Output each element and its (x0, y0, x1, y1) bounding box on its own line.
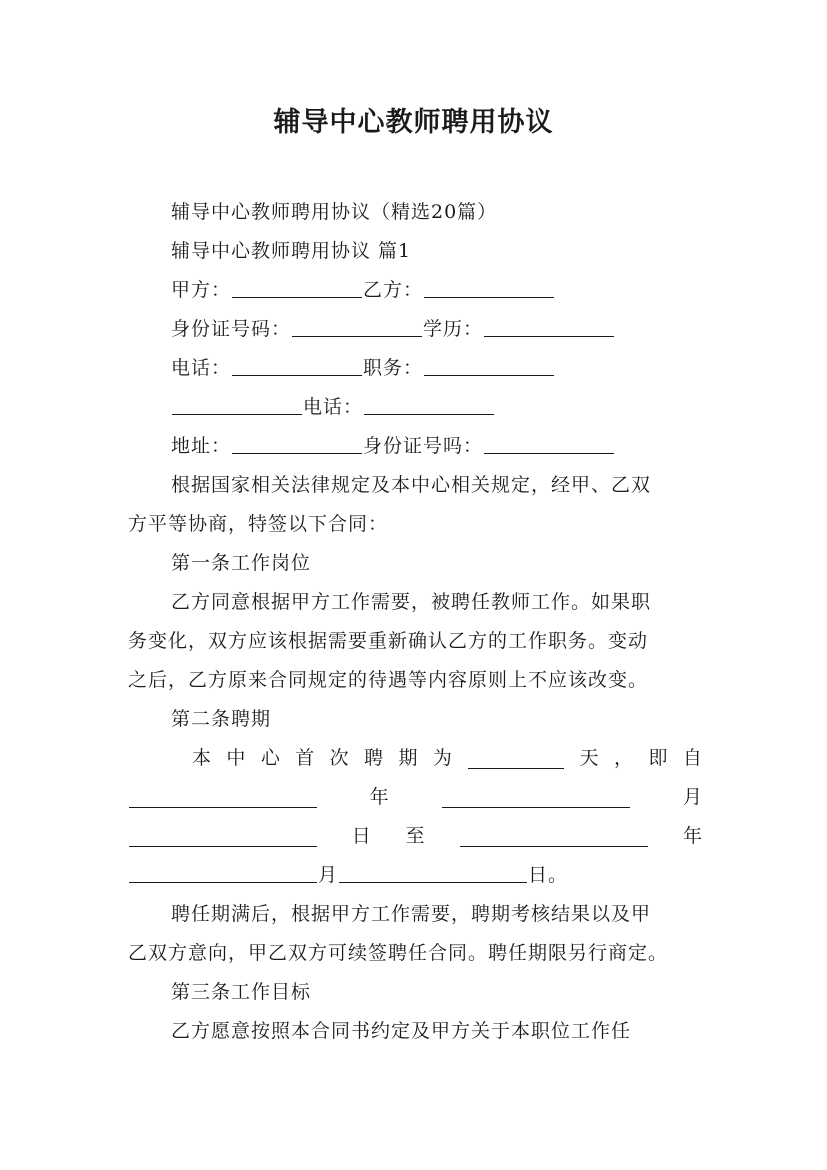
term-word: 首 (295, 747, 316, 769)
phone-blank (232, 355, 362, 376)
leading-blank (172, 394, 302, 415)
article-2-line-4 (128, 859, 703, 891)
party-a-label: 甲方： (171, 279, 232, 301)
year-word: 年 (369, 786, 390, 808)
address-line (171, 430, 703, 462)
to-word: 至 (405, 825, 426, 847)
article-2-line-1 (192, 742, 703, 774)
subtitle-line: 辅导中心教师聘用协议（精选20篇） (171, 201, 498, 223)
position-blank (424, 355, 554, 376)
phone-position-line (171, 352, 703, 384)
education-blank (484, 316, 614, 337)
days-blank (468, 748, 564, 769)
id-education-line (171, 313, 703, 345)
article-1-line-3: 之后，乙方原来合同规定的待遇等内容原则上不应该改变。 (128, 669, 649, 691)
term-word: 中 (226, 747, 247, 769)
article-2-heading: 第二条聘期 (171, 708, 272, 730)
article-1-line-2: 务变化，双方应该根据需要重新确认乙方的工作职务。变动 (128, 630, 649, 652)
day-word: 天 (579, 747, 600, 769)
end-month-blank (129, 862, 317, 883)
education-label: 学历： (423, 318, 484, 340)
day-label: 日 (351, 825, 372, 847)
phone-label: 电话： (171, 357, 232, 379)
article-1-heading: 第一条工作岗位 (171, 552, 312, 574)
start-month-blank (442, 787, 630, 808)
address-blank (232, 433, 362, 454)
phone2-line (171, 391, 703, 423)
end-word: 日。 (528, 864, 569, 886)
end-day-blank (339, 862, 527, 883)
intro-line-2: 方平等协商，特签以下合同： (128, 513, 389, 535)
party-b-label: 乙方： (363, 279, 424, 301)
article-3-line-1: 乙方愿意按照本合同书约定及甲方关于本职位工作任 (171, 1020, 632, 1042)
id2-label: 身份证号吗： (363, 435, 484, 457)
article-2-p2-line-2: 乙双方意向，甲乙双方可续签聘任合同。聘任期限另行商定。 (128, 942, 669, 964)
zi-word: 自 (682, 747, 703, 769)
address-label: 地址： (171, 435, 232, 457)
term-word: 为 (432, 747, 453, 769)
term-word: 聘 (364, 747, 385, 769)
article-2-p2-line-1: 聘任期满后，根据甲方工作需要，聘期考核结果以及甲 (171, 903, 652, 925)
article-2-line-3 (128, 820, 703, 852)
term-word: 期 (398, 747, 419, 769)
term-word: 次 (329, 747, 350, 769)
phone2-label: 电话： (303, 396, 364, 418)
id-blank (292, 316, 422, 337)
party-line (171, 274, 703, 306)
part-heading: 辅导中心教师聘用协议 篇1 (171, 240, 412, 262)
party-a-blank (232, 277, 362, 298)
article-1-line-1: 乙方同意根据甲方工作需要，被聘任教师工作。如果职 (171, 591, 652, 613)
month-word: 月 (682, 786, 703, 808)
phone2-blank (364, 394, 494, 415)
id-label: 身份证号码： (171, 318, 292, 340)
start-day-blank (129, 826, 317, 847)
term-word: 本 (192, 747, 213, 769)
end-year-blank (460, 826, 648, 847)
month-word-2: 月 (318, 864, 339, 886)
party-b-blank (424, 277, 554, 298)
document-title: 辅导中心教师聘用协议 (273, 107, 554, 138)
article-2-line-2 (128, 781, 703, 813)
position-label: 职务： (363, 357, 424, 379)
id2-blank (484, 433, 614, 454)
ji-word: 即 (648, 747, 669, 769)
comma: ， (614, 747, 635, 769)
term-word: 心 (260, 747, 281, 769)
intro-line-1: 根据国家相关法律规定及本中心相关规定，经甲、乙双 (171, 474, 652, 496)
year-word-2: 年 (682, 825, 703, 847)
article-3-heading: 第三条工作目标 (171, 981, 312, 1003)
start-year-blank (129, 787, 317, 808)
